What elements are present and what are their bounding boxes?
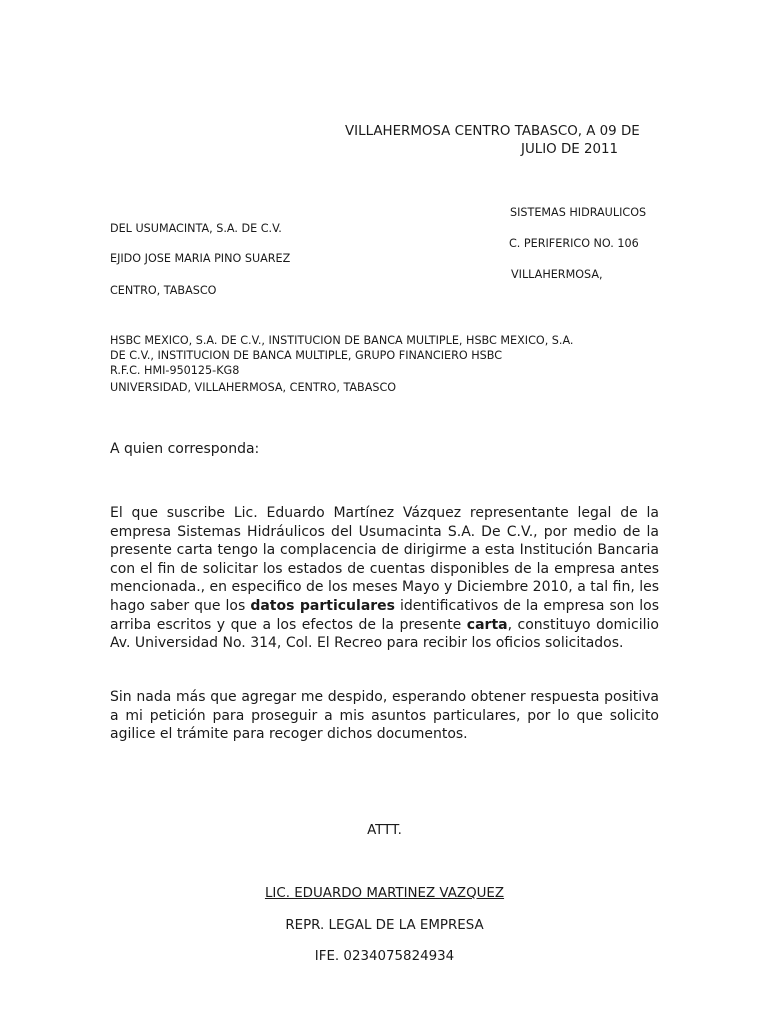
sender-name-line2: DEL USUMACINTA, S.A. DE C.V. [110, 222, 282, 235]
greeting: A quien corresponda: [110, 441, 260, 457]
signer-name-text: LIC. EDUARDO MARTINEZ VAZQUEZ [264, 886, 505, 901]
body-p1-bold-carta: carta [466, 616, 508, 633]
body-p1-text1: El que suscribe Lic. Eduardo Martínez Vázquez representante legal de la empresa Sistemas Hidráulicos del Usumacinta S.A. De C.V., por medio de la presente carta tengo la complacencia de dirigirme a esta Institución Bancaria con el fin de solicitar los estados de cuentas disponibles de la empresa antes mencionada., en especifico de los meses Mayo y Diciembre 2010, a tal fin, les hago saber que los [110, 505, 660, 614]
signer-title: REPR. LEGAL DE LA EMPRESA [285, 918, 484, 933]
recipient-line3: R.F.C. HMI-950125-KG8 [110, 364, 240, 377]
sender-address-line1: C. PERIFERICO NO. 106 [509, 237, 639, 250]
place-date-line2: JULIO DE 2011 [521, 142, 619, 157]
signer-id: IFE. 0234075824934 [314, 949, 455, 964]
recipient-line2: DE C.V., INSTITUCION DE BANCA MULTIPLE, GRUPO FINANCIERO HSBC [110, 349, 503, 362]
sender-address-line2: EJIDO JOSE MARIA PINO SUAREZ [110, 252, 291, 265]
closing-salutation: ATTT. [367, 823, 402, 838]
place-date-line1: VILLAHERMOSA CENTRO TABASCO, A 09 DE [345, 124, 640, 139]
body-p1-text2: identificativos de la empresa son los arriba escritos y que a los efectos de la presente [110, 597, 659, 633]
sender-city-line2: CENTRO, TABASCO [110, 284, 217, 297]
body-p1-text3: , constituyo domicilio Av. Universidad No. 314, Col. El Recreo para recibir los oficios solicitados. [110, 616, 659, 652]
signer-name [110, 886, 659, 901]
body-paragraph-2: Sin nada más que agregar me despido, esperando obtener respuesta positiva a mi petición para proseguir a mis asuntos particulares, por lo que solicito agilice el trámite para recoger dichos documentos. [110, 689, 659, 743]
sender-city-line1: VILLAHERMOSA, [511, 268, 603, 281]
recipient-line4: UNIVERSIDAD, VILLAHERMOSA, CENTRO, TABASCO [110, 381, 397, 394]
body-p1-bold-datos: datos particulares [250, 597, 395, 614]
sender-name-line1: SISTEMAS HIDRAULICOS [510, 206, 647, 219]
body-paragraph-1 [110, 504, 659, 653]
recipient-line1: HSBC MEXICO, S.A. DE C.V., INSTITUCION DE BANCA MULTIPLE, HSBC MEXICO, S.A. [110, 334, 574, 347]
